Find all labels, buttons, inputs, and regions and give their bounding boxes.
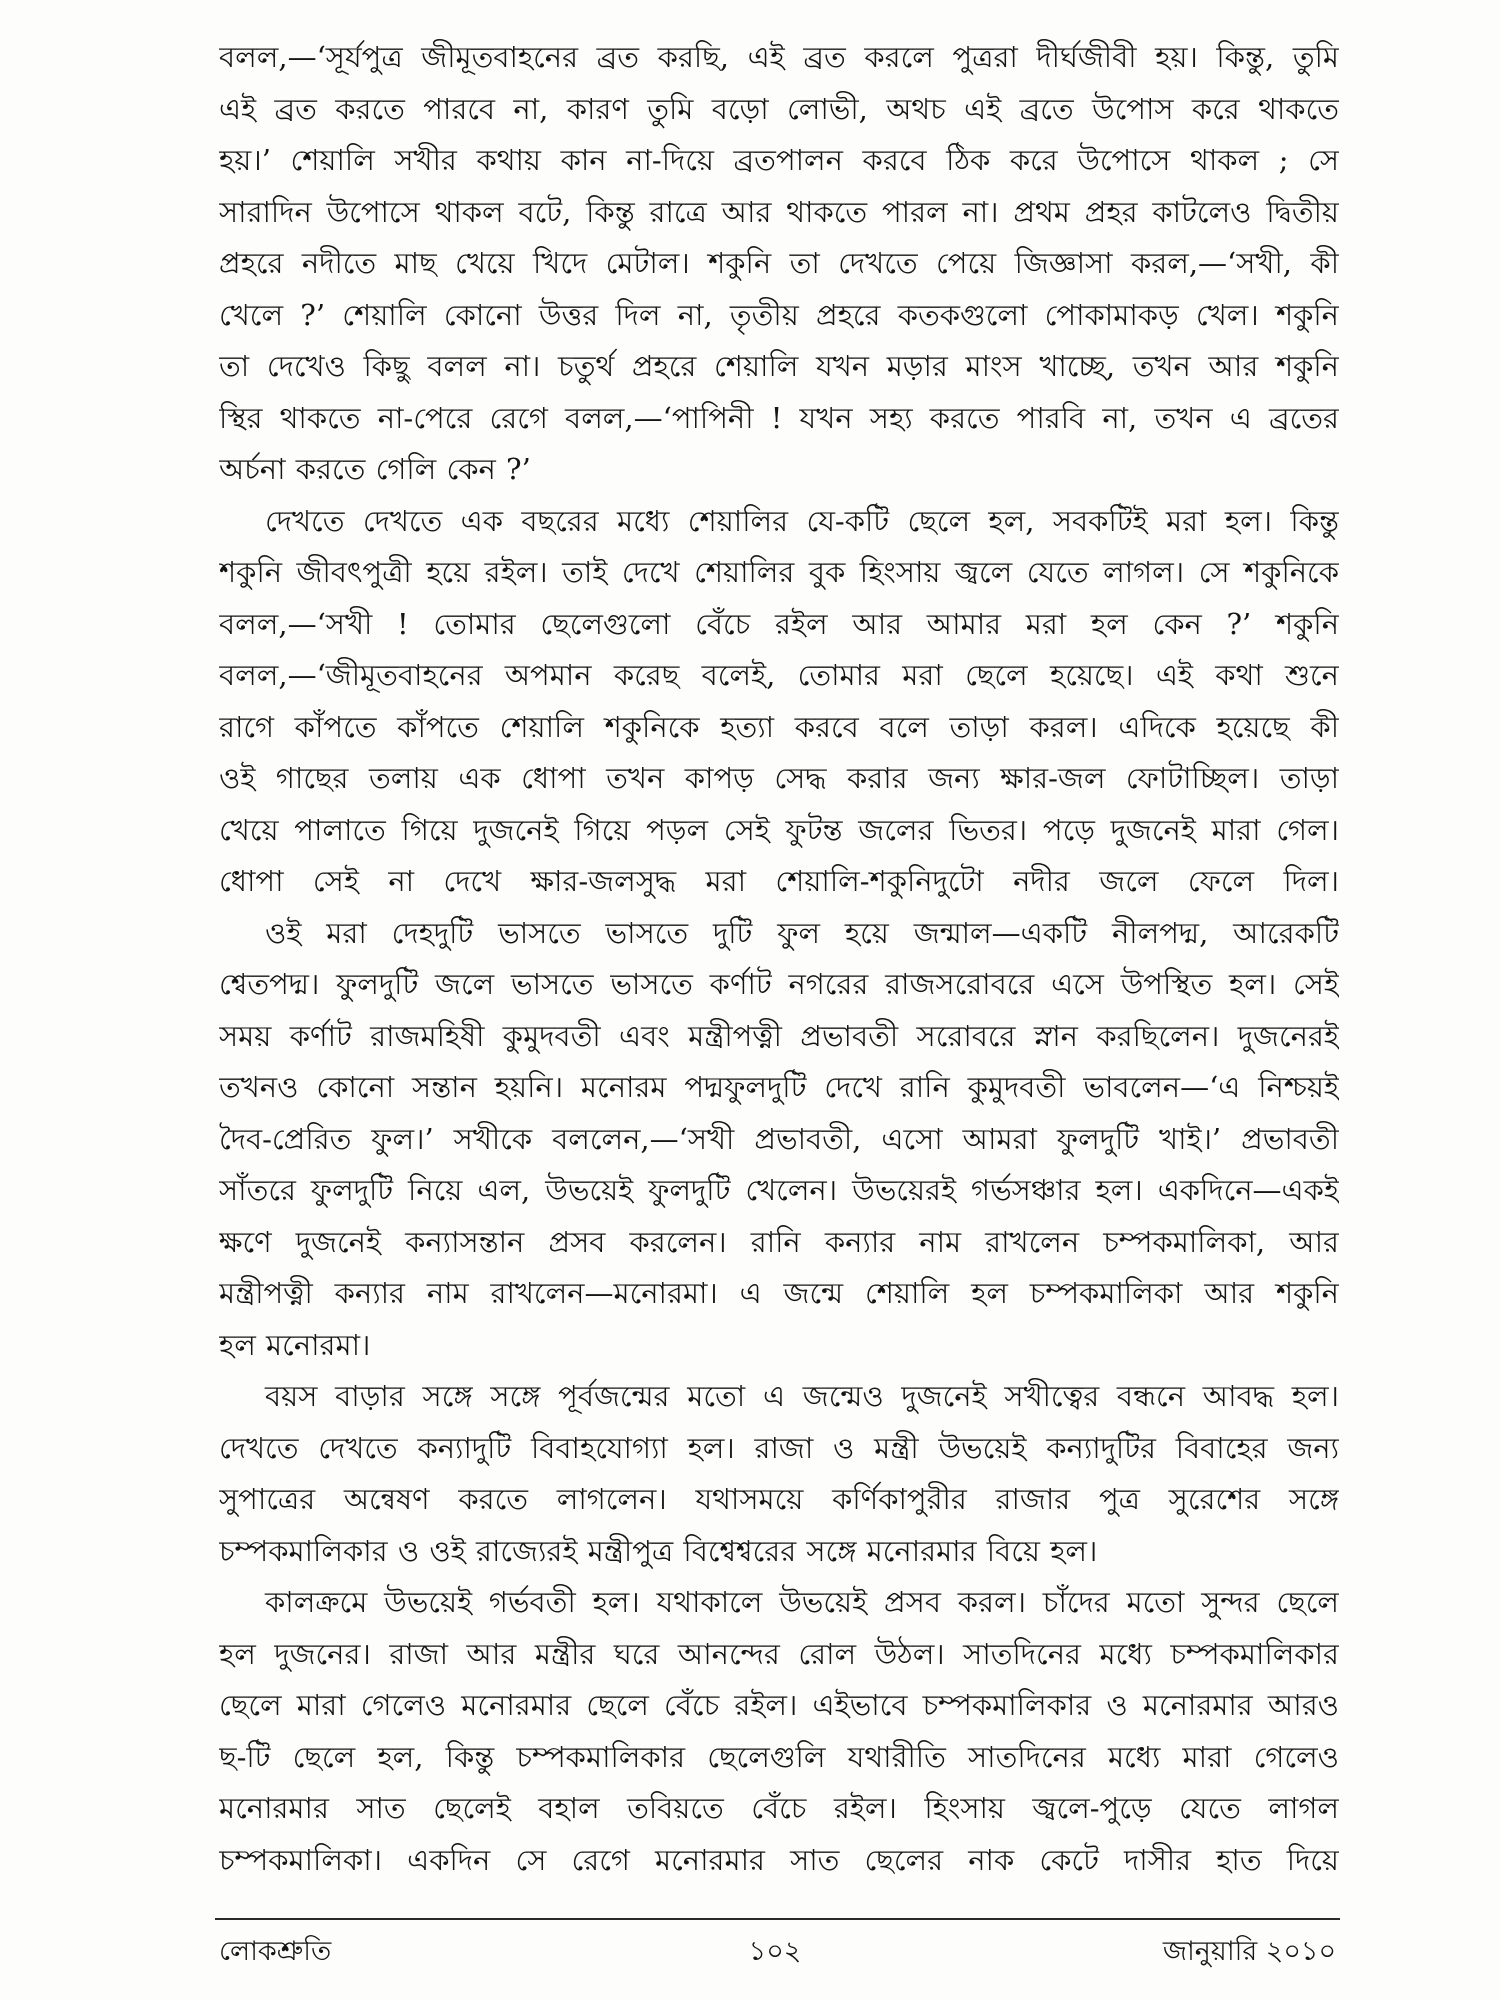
text-line: শ্বেতপদ্ম। ফুলদুটি জলে ভাসতে ভাসতে কর্ণাট নগরের রাজসরোবরে এসে উপস্থিত হল। সেই — [219, 967, 1339, 1001]
text-line: হল দুজনের। রাজা আর মন্ত্রীর ঘরে আনন্দের রোল উঠল। সাতদিনের মধ্যে চম্পকমালিকার — [219, 1636, 1339, 1671]
text-line: দৈব-প্রেরিত ফুল।’ সখীকে বললেন,—‘সখী প্রভাবতী, এসো আমরা ফুলদুটি খাই।’ প্রভাবতী — [219, 1121, 1339, 1156]
text-line: প্রহরে নদীতে মাছ খেয়ে খিদে মেটাল। শকুনি তা দেখতে পেয়ে জিজ্ঞাসা করল,—‘সখী, কী — [219, 246, 1339, 280]
text-line: কালক্রমে উভয়েই গর্ভবতী হল। যথাকালে উভয়েই প্রসব করল। চাঁদের মতো সুন্দর ছেলে — [265, 1585, 1339, 1619]
text-line: এই ব্রত করতে পারবে না, কারণ তুমি বড়ো লোভী, অথচ এই ব্রতে উপোস করে থাকতে — [219, 91, 1339, 126]
paragraph — [219, 32, 1339, 496]
page-footer — [215, 1918, 1340, 1980]
issue-date: জানুয়ারি ২০১০ — [1162, 1936, 1336, 1967]
text-line: বলল,—‘সখী ! তোমার ছেলেগুলো বেঁচে রইল আর আমার মরা হল কেন ?’ শকুনি — [219, 606, 1339, 641]
text-line: দেখতে দেখতে এক বছরের মধ্যে শেয়ালির যে-কটি ছেলে হল, সবকটিই মরা হল। কিন্তু — [265, 503, 1339, 538]
text-line: হল মনোরমা। — [219, 1327, 371, 1362]
paragraph — [219, 1577, 1339, 1886]
publication-name: লোকশ্রুতি — [219, 1936, 332, 1967]
paragraph — [219, 908, 1339, 1372]
text-line: খেলে ?’ শেয়ালি কোনো উত্তর দিল না, তৃতীয় প্রহরে কতকগুলো পোকামাকড় খেল। শকুনি — [219, 297, 1339, 332]
text-line: বয়স বাড়ার সঙ্গে সঙ্গে পূর্বজন্মের মতো এ জন্মেও দুজনেই সখীত্বের বন্ধনে আবদ্ধ হল। — [265, 1379, 1339, 1413]
text-line: বলল,—‘সূর্যপুত্র জীমূতবাহনের ব্রত করছি, এই ব্রত করলে পুত্ররা দীর্ঘজীবী হয়। কিন্তু, তুমি — [219, 40, 1339, 74]
text-line: তখনও কোনো সন্তান হয়নি। মনোরম পদ্মফুলদুটি দেখে রানি কুমুদবতী ভাবলেন—‘এ নিশ্চয়ই — [219, 1070, 1339, 1104]
text-line: দেখতে দেখতে কন্যাদুটি বিবাহযোগ্যা হল। রাজা ও মন্ত্রী উভয়েই কন্যাদুটির বিবাহের জন্য — [219, 1430, 1339, 1465]
paragraph — [219, 1371, 1339, 1577]
text-line: হয়।’ শেয়ালি সখীর কথায় কান না-দিয়ে ব্রতপালন করবে ঠিক করে উপোসে থাকল ; সে — [219, 143, 1339, 177]
paragraph — [219, 496, 1339, 908]
text-line: সময় কর্ণাট রাজমহিষী কুমুদবতী এবং মন্ত্রীপত্নী প্রভাবতী সরোবরে স্নান করছিলেন। দুজনেরই — [219, 1018, 1339, 1053]
text-line: ওই গাছের তলায় এক ধোপা তখন কাপড় সেদ্ধ করার জন্য ক্ষার-জল ফোটাচ্ছিল। তাড়া — [219, 761, 1339, 795]
text-line: তা দেখেও কিছু বলল না। চতুর্থ প্রহরে শেয়ালি যখন মড়ার মাংস খাচ্ছে, তখন আর শকুনি — [219, 349, 1339, 383]
text-line: অর্চনা করতে গেলি কেন ?’ — [219, 452, 531, 486]
text-line: ছেলে মারা গেলেও মনোরমার ছেলে বেঁচে রইল। এইভাবে চম্পকমালিকার ও মনোরমার আরও — [219, 1688, 1339, 1722]
text-line: স্থির থাকতে না-পেরে রেগে বলল,—‘পাপিনী ! যখন সহ্য করতে পারবি না, তখন এ ব্রতের — [219, 400, 1339, 435]
text-line: সুপাত্রের অন্বেষণ করতে লাগলেন। যথাসময়ে কর্ণিকাপুরীর রাজার পুত্র সুরেশের সঙ্গে — [219, 1482, 1339, 1516]
text-line: সাঁতরে ফুলদুটি নিয়ে এল, উভয়েই ফুলদুটি খেলেন। উভয়েরই গর্ভসঞ্চার হল। একদিনে—একই — [219, 1173, 1339, 1207]
text-line: মন্ত্রীপত্নী কন্যার নাম রাখলেন—মনোরমা। এ জন্মে শেয়ালি হল চম্পকমালিকা আর শকুনি — [219, 1276, 1339, 1310]
text-line: বলল,—‘জীমূতবাহনের অপমান করেছ বলেই, তোমার মরা ছেলে হয়েছে। এই কথা শুনে — [219, 658, 1339, 692]
text-line: মনোরমার সাত ছেলেই বহাল তবিয়তে বেঁচে রইল। হিংসায় জ্বলে-পুড়ে যেতে লাগল — [219, 1791, 1339, 1825]
text-line: ছ-টি ছেলে হল, কিন্তু চম্পকমালিকার ছেলেগুলি যথারীতি সাতদিনের মধ্যে মারা গেলেও — [219, 1739, 1339, 1774]
text-line: ধোপা সেই না দেখে ক্ষার-জলসুদ্ধ মরা শেয়ালি-শকুনিদুটো নদীর জলে ফেলে দিল। — [219, 864, 1339, 898]
text-line: সারাদিন উপোসে থাকল বটে, কিন্তু রাত্রে আর থাকতে পারল না। প্রথম প্রহর কাটলেও দ্বিতীয় — [219, 194, 1339, 229]
text-line: ক্ষণে দুজনেই কন্যাসন্তান প্রসব করলেন। রানি কন্যার নাম রাখলেন চম্পকমালিকা, আর — [219, 1224, 1339, 1259]
page-number: ১০২ — [748, 1936, 802, 1967]
text-line: খেয়ে পালাতে গিয়ে দুজনেই গিয়ে পড়ল সেই ফুটন্ত জলের ভিতর। পড়ে দুজনেই মারা গেল। — [219, 812, 1339, 847]
text-line: ওই মরা দেহদুটি ভাসতে ভাসতে দুটি ফুল হয়ে জন্মাল—একটি নীলপদ্ম, আরেকটি — [265, 915, 1339, 950]
text-line: চম্পকমালিকা। একদিন সে রেগে মনোরমার সাত ছেলের নাক কেটে দাসীর হাত দিয়ে — [219, 1842, 1339, 1877]
text-line: চম্পকমালিকার ও ওই রাজ্যেরই মন্ত্রীপুত্র বিশ্বেশ্বরের সঙ্গে মনোরমার বিয়ে হল। — [219, 1533, 1098, 1568]
article-body — [219, 32, 1339, 1902]
text-line: শকুনি জীবৎপুত্রী হয়ে রইল। তাই দেখে শেয়ালির বুক হিংসায় জ্বলে যেতে লাগল। সে শকুনিকে — [219, 555, 1339, 589]
text-line: রাগে কাঁপতে কাঁপতে শেয়ালি শকুনিকে হত্যা করবে বলে তাড়া করল। এদিকে হয়েছে কী — [219, 709, 1339, 744]
